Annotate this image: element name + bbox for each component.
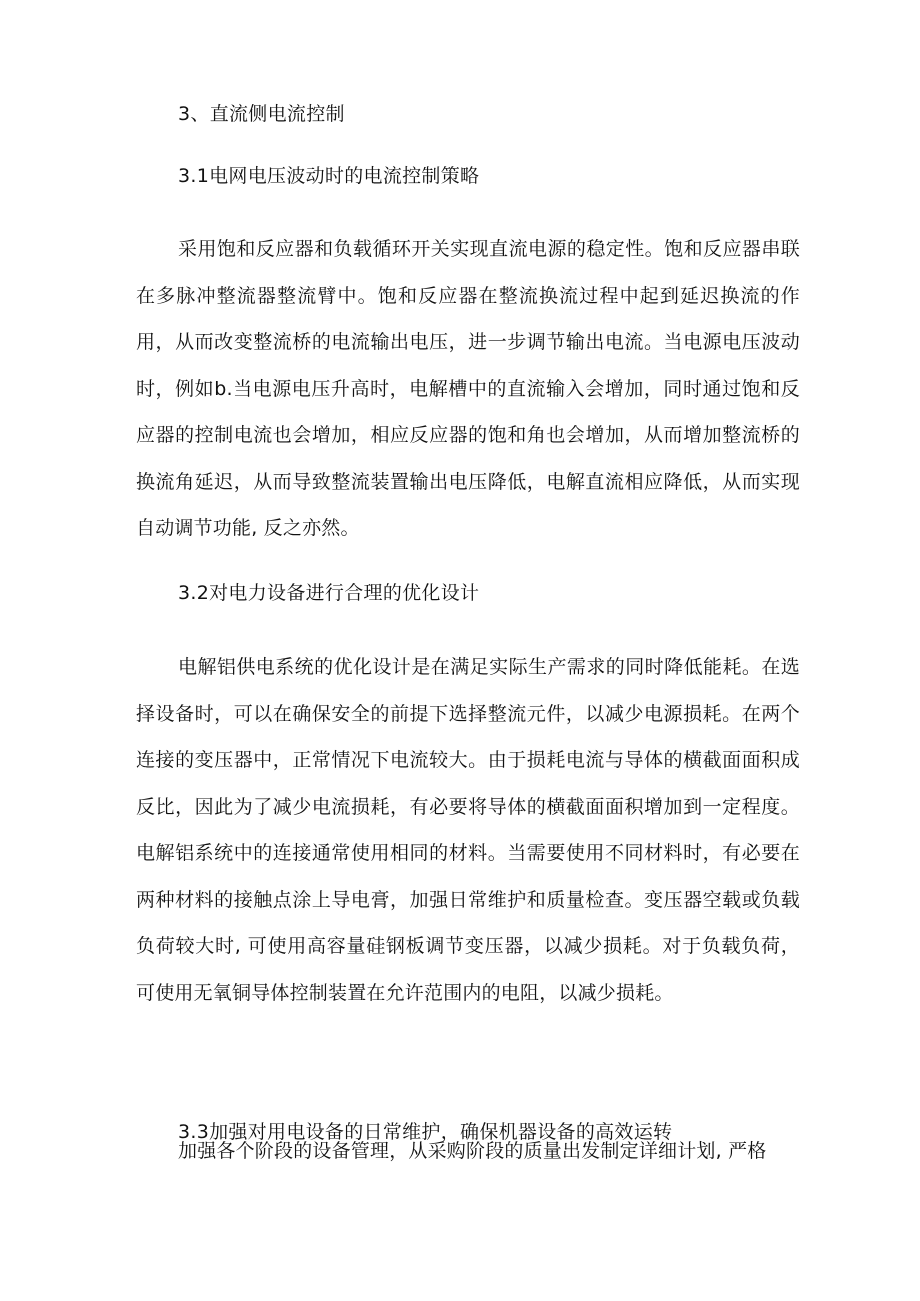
- section-3-3-heading: 3.3加强对用电设备的日常维护，确保机器设备的高效运转: [178, 1121, 673, 1143]
- section-3-heading: 3、直流侧电流控制: [178, 103, 345, 125]
- section-3-1-paragraph: 采用饱和反应器和负载循环开关实现直流电源的稳定性。饱和反应器串联在多脉冲整流器整流臂中。饱和反应器在整流换流过程中起到延迟换流的作用，从而改变整流桥的电流输出电压，进一步调节输出电流。当电源电压波动时，例如b.当电源电压升高时，电解槽中的直流输入会增加，同时通过饱和反应器的控制电流也会增加，相应反应器的饱和角也会增加，从而增加整流桥的换流角延迟，从而导致整流装置输出电压降低，电解直流相应降低，从而实现自动调节功能, 反之亦然。: [136, 238, 800, 539]
- section-3-3-paragraph: 加强各个阶段的设备管理，从采购阶段的质量出发制定详细计划, 严格: [178, 1140, 767, 1162]
- section-3-2-paragraph: 电解铝供电系统的优化设计是在满足实际生产需求的同时降低能耗。在选择设备时，可以在确保安全的前提下选择整流元件，以减少电源损耗。在两个连接的变压器中，正常情况下电流较大。由于损耗电流与导体的横截面面积成反比，因此为了减少电流损耗，有必要将导体的横截面面积增加到一定程度。电解铝系统中的连接通常使用相同的材料。当需要使用不同材料时，有必要在两种材料的接触点涂上导电膏，加强日常维护和质量检查。变压器空载或负载负荷较大时, 可使用高容量硅钢板调节变压器，以减少损耗。对于负载负荷，可使用无氧铜导体控制装置在允许范围内的电阻，以减少损耗。: [136, 656, 800, 1004]
- section-3-2-heading: 3.2对电力设备进行合理的优化设计: [178, 582, 480, 604]
- section-3-1-heading: 3.1电网电压波动时的电流控制策略: [178, 165, 480, 187]
